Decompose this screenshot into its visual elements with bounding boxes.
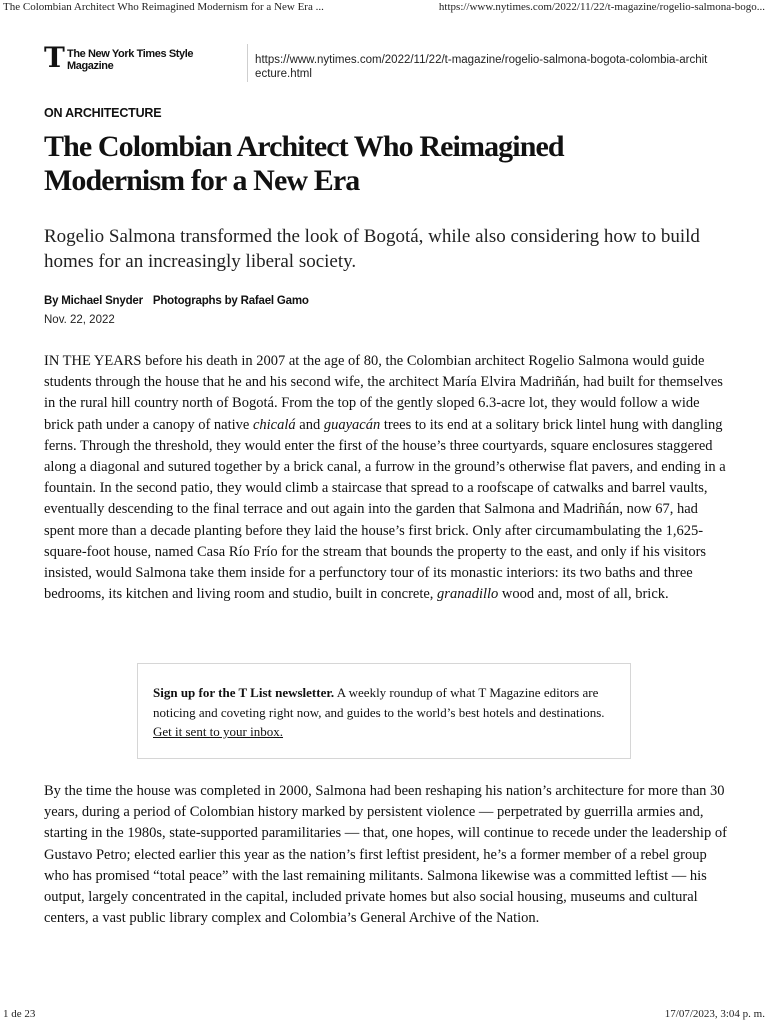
photo-credit: Photographs by Rafael Gamo (152, 295, 309, 307)
headline: The Colombian Architect Who Reimagined Modernism for a New Era (44, 130, 564, 197)
print-url: https://www.nytimes.com/2022/11/22/t-magazine/rogelio-salmona-bogo... (438, 1, 765, 13)
t-magazine-logo: T (44, 41, 65, 74)
italic-term: guayacán (323, 416, 381, 433)
brand-name: The New York Times Style Magazine (67, 48, 194, 72)
brand[interactable] (44, 41, 247, 74)
paragraph-text: IN THE YEARS before his death in 2007 at the age of 80, the Colombian architect Rogelio Salmona would guide students through the house that he and his second wife, the architect María Elvira Madriñán, had built for themselves in the rural hill country north of Bogotá. From the top of the gently sloped 6.3-acre lot, they would follow a wide brick path under a canopy of native (44, 353, 723, 433)
author-credit[interactable]: By Michael Snyder (44, 295, 143, 307)
newsletter-signup-link[interactable]: Get it sent to your inbox. (153, 724, 283, 739)
print-page-number: 1 de 23 (3, 1008, 36, 1020)
masthead (44, 41, 708, 82)
newsletter-description: A weekly roundup of what T Magazine editors are noticing and coveting right now, and guides to the world’s best hotels and destinations. (153, 685, 605, 720)
print-footer (3, 1008, 765, 1020)
paragraph-text: trees to its end at a solitary brick lintel hung with dangling ferns. Through the threshold, they would enter the first of the house’s three courtyards, square enclosures staggered along a diagonal and sutured together by a brick canal, a furrow in the ground’s otherwise flat pavers, and ending in a fountain. In the second patio, they would climb a staircase that spread to a roofscape of catwalks and barrel vaults, eventually descending to the final terrace and out again into the garden that Salmona and Madriñán, now 67, had spent more than a decade planting before they laid the house’s first brick. Only after circumambulating the 1,625-square-foot house, named Casa Río Frío for the stream that bounds the property to the east, and only if his visitors insisted, would Salmona take them inside for a perfunctory tour of its monastic interiors: its two baths and three bedrooms, its kitchen and living room and studio, built in concrete, (44, 416, 726, 603)
italic-term: chicalá (252, 416, 296, 433)
article-url: https://www.nytimes.com/2022/11/22/t-magazine/rogelio-salmona-bogota-colombia-architecture.html (255, 54, 708, 80)
paragraph-text: and (295, 416, 324, 433)
masthead-divider (247, 44, 248, 82)
newsletter-promo (137, 663, 631, 759)
publish-date: Nov. 22, 2022 (44, 314, 115, 326)
newsletter-title: Sign up for the T List newsletter. (153, 685, 335, 700)
print-page-title: The Colombian Architect Who Reimagined Modernism for a New Era ... (3, 1, 324, 13)
byline (44, 295, 309, 307)
print-header (3, 1, 765, 13)
article-paragraph (44, 351, 728, 605)
article-paragraph: By the time the house was completed in 2000, Salmona had been reshaping his nation’s architecture for more than 30 years, during a period of Colombian history marked by persistent violence — perpetrated by guerrilla armies and, starting in the 1980s, state-supported paramilitaries — that, one hopes, will continue to recede under the leadership of Gustavo Petro; elected earlier this year as the nation’s first leftist president, he’s a former member of a rebel group who has promised “total peace” with the last remaining militants. Salmona likewise was a committed leftist — his output, largely concentrated in the capital, included private homes but also social housing, museums and cultural centers, a vast public library complex and Colombia’s General Archive of the Nation. (44, 783, 727, 927)
italic-term: granadillo (437, 586, 499, 603)
print-timestamp: 17/07/2023, 3:04 p. m. (664, 1008, 765, 1020)
summary: Rogelio Salmona transformed the look of Bogotá, while also considering how to build homes for an increasingly liberal society. (44, 226, 700, 272)
paragraph-text: wood and, most of all, brick. (498, 586, 669, 603)
section-kicker[interactable]: ON ARCHITECTURE (44, 106, 162, 120)
